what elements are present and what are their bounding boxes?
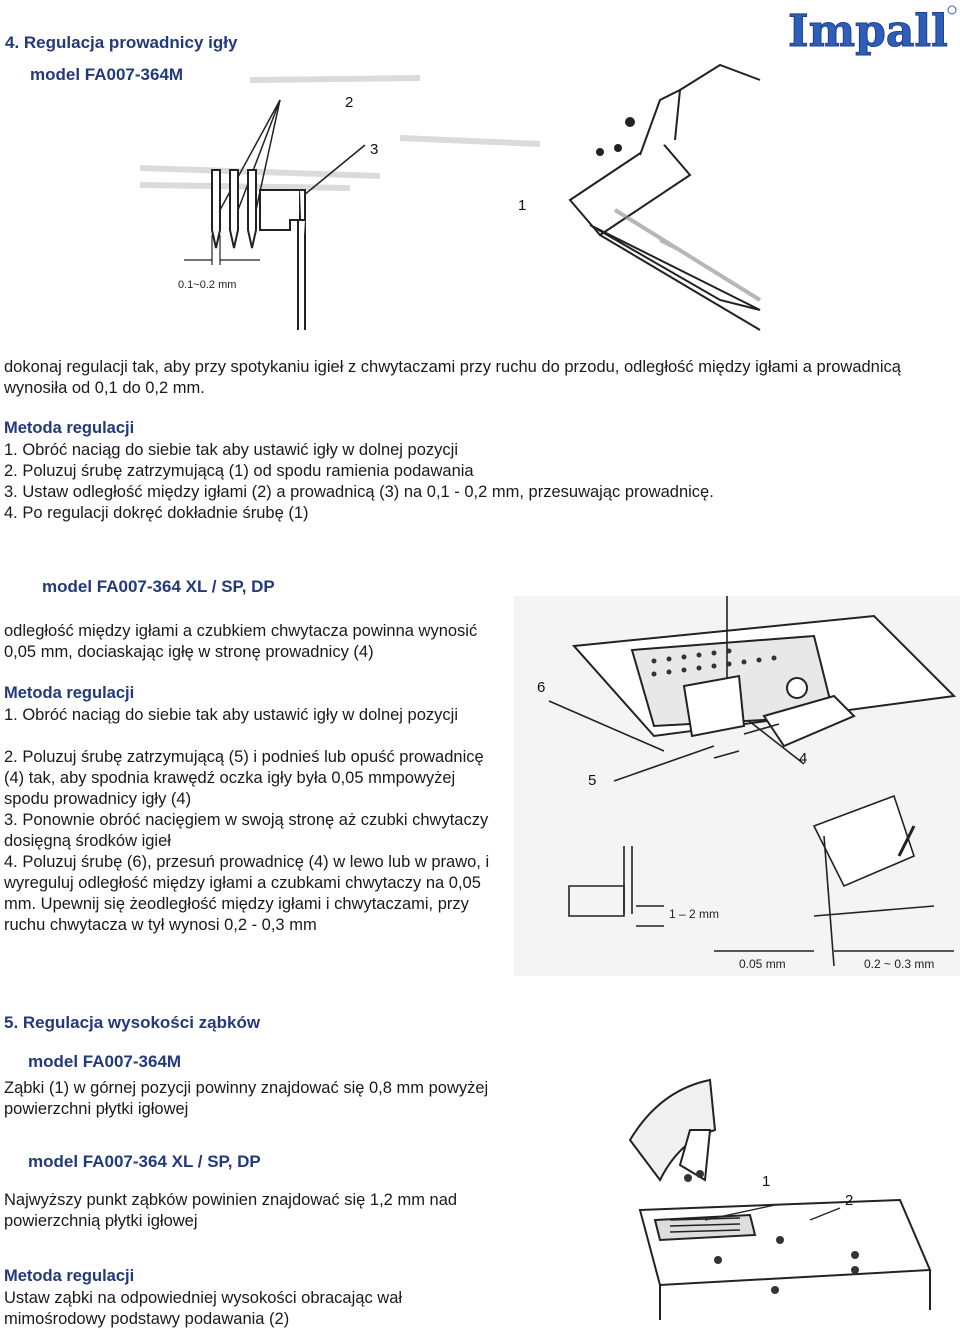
figure1-label-1: 1 — [518, 197, 527, 214]
model-a-step-1: 1. Obróć naciąg do siebie tak aby ustawić igły w dolnej pozycji — [4, 441, 458, 459]
model-b-step-1: 1. Obróć naciąg do siebie tak aby ustawić igły w dolnej pozycji — [4, 706, 458, 724]
section5-model-a-title: model FA007-364M — [28, 1052, 182, 1071]
model-b-step-3: 3. Ponownie obróć nacięgiem w swoją stronę aż czubki chwytaczy dosięgną środków igieł — [4, 811, 489, 850]
model-a-step-3: 3. Ustaw odległość między igłami (2) a prowadnicą (3) na 0,1 - 0,2 mm, przesuwając prowadnicę. — [4, 483, 714, 501]
svg-text:0.2 ~ 0.3 mm: 0.2 ~ 0.3 mm — [864, 957, 935, 971]
figure2-label-6: 6 — [537, 679, 546, 696]
figure-feed-dogs — [600, 1070, 940, 1332]
svg-text:1 – 2 mm: 1 – 2 mm — [669, 907, 720, 921]
figure1-label-2: 2 — [345, 94, 354, 111]
model-a-method-title: Metoda regulacji — [4, 419, 135, 437]
model-a-title: model FA007-364M — [30, 65, 184, 84]
section5-method-text: Ustaw ząbki na odpowiedniej wysokości obracając wał mimośrodowy podstawy podawania (2) — [4, 1289, 403, 1328]
section5-model-b-text: Najwyższy punkt ząbków powinien znajdować się 1,2 mm nad powierzchnią płytki igłowej — [4, 1191, 458, 1230]
figure3-label-2: 2 — [845, 1192, 854, 1209]
section-4-title: 4. Regulacja prowadnicy igły — [5, 33, 238, 52]
model-a-intro: dokonaj regulacji tak, aby przy spotykaniu igieł z chwytaczami przy ruchu do przodu, odległość między igłami a prowadnicą wynosiła od 0,1 do 0,2 mm. — [4, 358, 901, 397]
section5-model-a-text: Ząbki (1) w górnej pozycji powinny znajdować się 0,8 mm powyżej powierzchni płytki igłowej — [4, 1079, 489, 1118]
model-b-step-4: 4. Poluzuj śrubę (6), przesuń prowadnicę (4) w lewo lub w prawo, i wyreguluj odległość między igłami a czubkami chwytaczy na 0,05 mm. Upewnij się żeodległość między igłami i chwytaczami, przy ruchu chwytacza w tył wynosi 0,2 - 0,3 mm — [4, 853, 490, 934]
figure-needle-guide — [120, 60, 800, 350]
svg-text:Impall: Impall — [788, 6, 948, 56]
svg-text:0.1~0.2 mm: 0.1~0.2 mm — [178, 279, 237, 291]
model-b-method-title: Metoda regulacji — [4, 684, 135, 702]
section5-method-title: Metoda regulacji — [4, 1267, 135, 1285]
model-b-intro: odległość między igłami a czubkiem chwytacza powinna wynosić 0,05 mm, dociaskając igłę w stronę prowadnicy (4) — [4, 622, 478, 661]
figure-looper-guide — [514, 596, 960, 976]
model-b-title: model FA007-364 XL / SP, DP — [42, 577, 275, 596]
model-b-step-2: 2. Poluzuj śrubę zatrzymującą (5) i podnieś lub opuść prowadnicę (4) tak, aby spodnia krawędź oczka igły była 0,05 mmpowyżej spodu prowadnicy igły (4) — [4, 748, 484, 808]
figure2-label-4: 4 — [799, 750, 808, 767]
figure1-label-3: 3 — [370, 141, 379, 158]
figure2-label-5: 5 — [588, 772, 597, 789]
section5-model-b-title: model FA007-364 XL / SP, DP — [28, 1152, 261, 1171]
svg-text:0.05 mm: 0.05 mm — [739, 957, 786, 971]
model-a-step-4: 4. Po regulacji dokręć dokładnie śrubę (1) — [4, 504, 309, 522]
figure3-label-1: 1 — [762, 1173, 771, 1190]
model-a-step-2: 2. Poluzuj śrubę zatrzymującą (1) od spodu ramienia podawania — [4, 462, 474, 480]
brand-logo — [786, 2, 958, 56]
section-5-title: 5. Regulacja wysokości ząbków — [4, 1013, 261, 1032]
